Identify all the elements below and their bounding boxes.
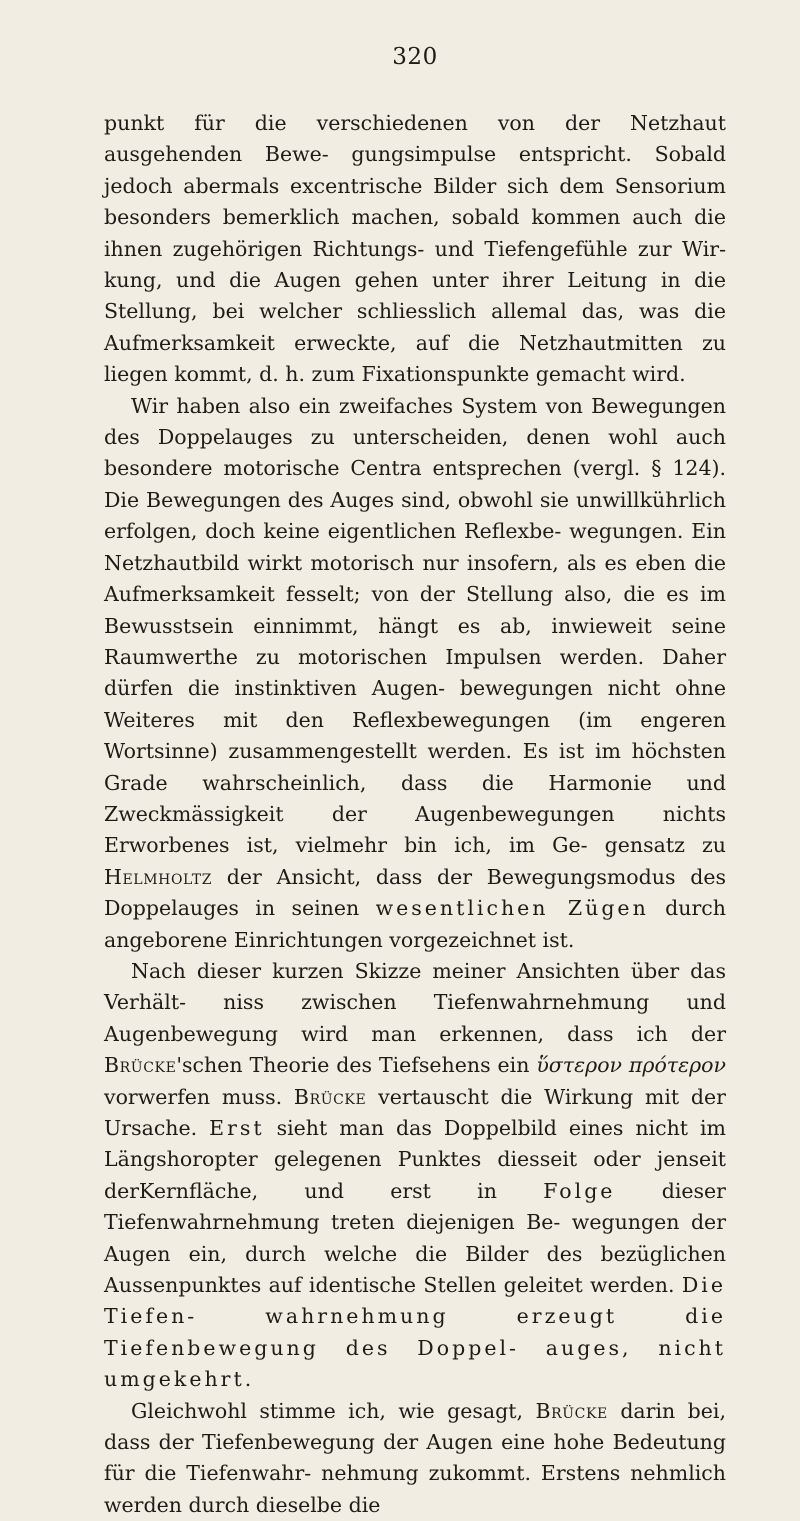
emphasis-folge: Folge [543, 1178, 616, 1203]
paragraph-2-text-c: durch angeborene Einrichtungen vorgezeichnet ist. [104, 896, 726, 952]
greek-phrase: ὕστερον πρότερον [536, 1053, 726, 1078]
emphasis-erst: Erst [209, 1116, 265, 1140]
author-name-bruecke-2: Brücke [293, 1084, 367, 1109]
paragraph-2-text-b: der Ansicht, dass der Bewegungsmodus des Doppelauges in seinen [104, 864, 726, 921]
paragraph-3-text-a: Nach dieser kurzen Skizze meiner Ansichten über das Verhält- niss zwischen Tiefenwahrnehmung und Augenbewegung wird man erkennen, dass ich der [104, 958, 726, 1046]
paragraph-2 [104, 391, 726, 956]
paragraph-3-text-b: 'schen Theorie des Tiefsehens ein [176, 1053, 530, 1078]
paragraph-2-text-a: Wir haben also ein zweifaches System von Bewegungen des Doppelauges zu unterscheiden, denen wohl auch besondere motorische Centra entsprechen (vergl. § 124). Die Bewegungen des Auges sind, obwohl sie unwillkührlich erfolgen, doch keine eigentlichen Reflexbe- wegungen. Ein Netzhautbild wirkt motorisch nur insofern, als es eben die Aufmerksamkeit fesselt; von der Stellung also, die es im Bewusstsein einnimmt, hängt es ab, inwieweit seine Raumwerthe zu motorischen Impulsen werden. Daher dürfen die instinktiven Augen- bewegungen nicht ohne Weiteres mit den Reflexbewegungen (im engeren Wortsinne) zusammengestellt werden. Es ist im höchsten Grade wahrscheinlich, dass die Harmonie und Zweckmässigkeit der Augenbewegungen nichts Erworbenes ist, vielmehr bin ich, im Ge- gensatz zu [104, 393, 726, 858]
paragraph-3-text-c: vorwerfen muss. [104, 1084, 283, 1109]
author-name-bruecke: Brücke [104, 1053, 177, 1078]
paragraph-3 [104, 956, 726, 1396]
paragraph-1: punkt für die verschiedenen von der Netzhaut ausgehenden Bewe- gungsimpulse entspricht. Sobald jedoch abermals excentrische Bilder sich dem Sensorium besonders bemerklich machen, sobald kommen auch die ihnen zugehörigen Richtungs- und Tiefengefühle zur Wir- kung, und die Augen gehen unter ihrer Leitung in die Stellung, bei welcher schliesslich allemal das, was die Aufmerksamkeit erweckte, auf die Netzhautmitten zu liegen kommt, d. h. zum Fixationspunkte gemacht wird. [104, 111, 726, 387]
paragraph-3-text-d: vertauscht die Wirkung mit der Ursache. [104, 1084, 726, 1140]
emphasis-conclusion: Die Tiefen- wahrnehmung erzeugt die Tiefenbewegung des Doppel- auges, nicht umgekehrt. [104, 1273, 726, 1392]
author-name-bruecke-3: Brücke [535, 1398, 608, 1423]
emphasis-spaced: wesentlichen Zügen [375, 896, 649, 921]
paragraph-4 [104, 1396, 726, 1521]
paragraph-3-text-e: sieht man das Doppelbild eines nicht im Längshoropter gelegenen Punktes diesseit oder jenseit derKernfläche, und erst in [104, 1116, 726, 1203]
paragraph-4-text-b: darin bei, dass der Tiefenbewegung der Augen eine hohe Bedeutung für die Tiefenwahr- nehmung zukommt. Erstens nehmlich werden durch dieselbe die [104, 1398, 726, 1517]
body-text [104, 108, 726, 1521]
page-number: 320 [392, 44, 438, 70]
paragraph-3-text-f: dieser Tiefenwahrnehmung treten diejenigen Be- wegungen der Augen ein, durch welche die Bilder des bezüglichen Aussenpunktes auf identische Stellen geleitet werden. [104, 1178, 726, 1298]
paragraph-4-text-a: Gleichwohl stimme ich, wie gesagt, [131, 1398, 523, 1423]
author-name-helmholtz: Helmholtz [104, 864, 213, 889]
